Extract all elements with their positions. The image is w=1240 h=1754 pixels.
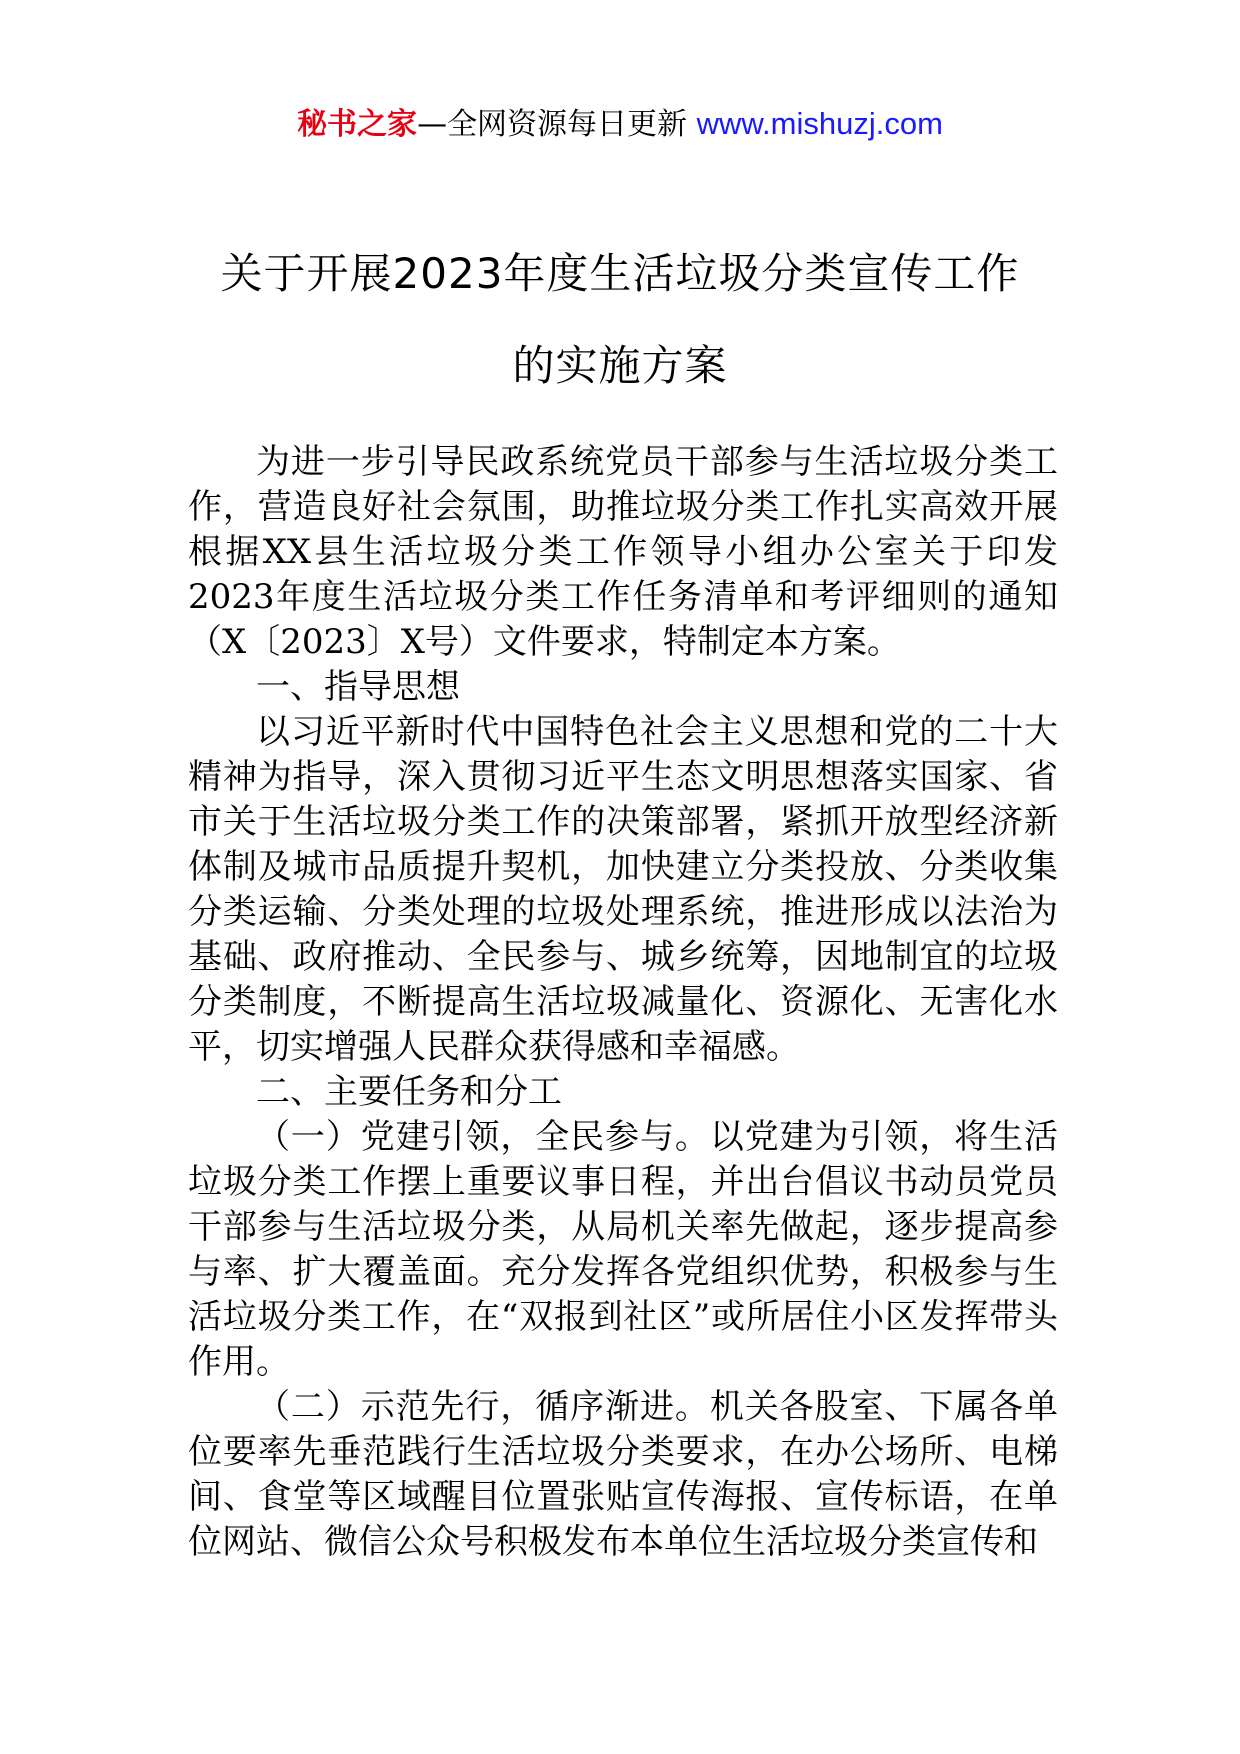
watermark-tagline: —全网资源每日更新 [417, 107, 697, 142]
title-line-2: 的实施方案 [512, 341, 728, 390]
title-line-1: 关于开展2023年度生活垃圾分类宣传工作 [220, 249, 1020, 298]
intro-paragraph: 为进一步引导民政系统党员干部参与生活垃圾分类工作，营造良好社会氛围，助推垃圾分类工作扎实高效开展根据XX县生活垃圾分类工作领导小组办公室关于印发2023年度生活垃圾分类工作任务清单和考评细则的通知（X〔2023〕X号）文件要求，特制定本方案。 [188, 442, 1058, 662]
document-title [100, 228, 1140, 412]
task-item-1: （一）党建引领，全民参与。以党建为引领，将生活垃圾分类工作摆上重要议事日程，并出台倡议书动员党员干部参与生活垃圾分类，从局机关率先做起，逐步提高参与率、扩大覆盖面。充分发挥各党组织优势，积极参与生活垃圾分类工作，在“双报到社区”或所居住小区发挥带头作用。 [188, 1117, 1058, 1382]
task-item-2: （二）示范先行，循序渐进。机关各股室、下属各单位要率先垂范践行生活垃圾分类要求，在办公场所、电梯间、食堂等区域醒目位置张贴宣传海报、宣传标语，在单位网站、微信公众号积极发布本单位生活垃圾分类宣传和 [188, 1387, 1058, 1562]
section-heading-guiding-ideology: 一、指导思想 [256, 667, 460, 707]
watermark-url-link[interactable]: www.mishuzj.com [696, 106, 943, 141]
document-body [188, 440, 1058, 1565]
section-guiding-ideology-text: 以习近平新时代中国特色社会主义思想和党的二十大精神为指导，深入贯彻习近平生态文明思想落实国家、省市关于生活垃圾分类工作的决策部署，紧抓开放型经济新体制及城市品质提升契机，加快建立分类投放、分类收集分类运输、分类处理的垃圾处理系统，推进形成以法治为基础、政府推动、全民参与、城乡统筹，因地制宜的垃圾分类制度，不断提高生活垃圾减量化、资源化、无害化水平，切实增强人民群众获得感和幸福感。 [188, 712, 1058, 1067]
watermark-brand: 秘书之家 [297, 107, 418, 142]
site-watermark-header [0, 102, 1240, 147]
section-heading-main-tasks: 二、主要任务和分工 [256, 1072, 562, 1112]
